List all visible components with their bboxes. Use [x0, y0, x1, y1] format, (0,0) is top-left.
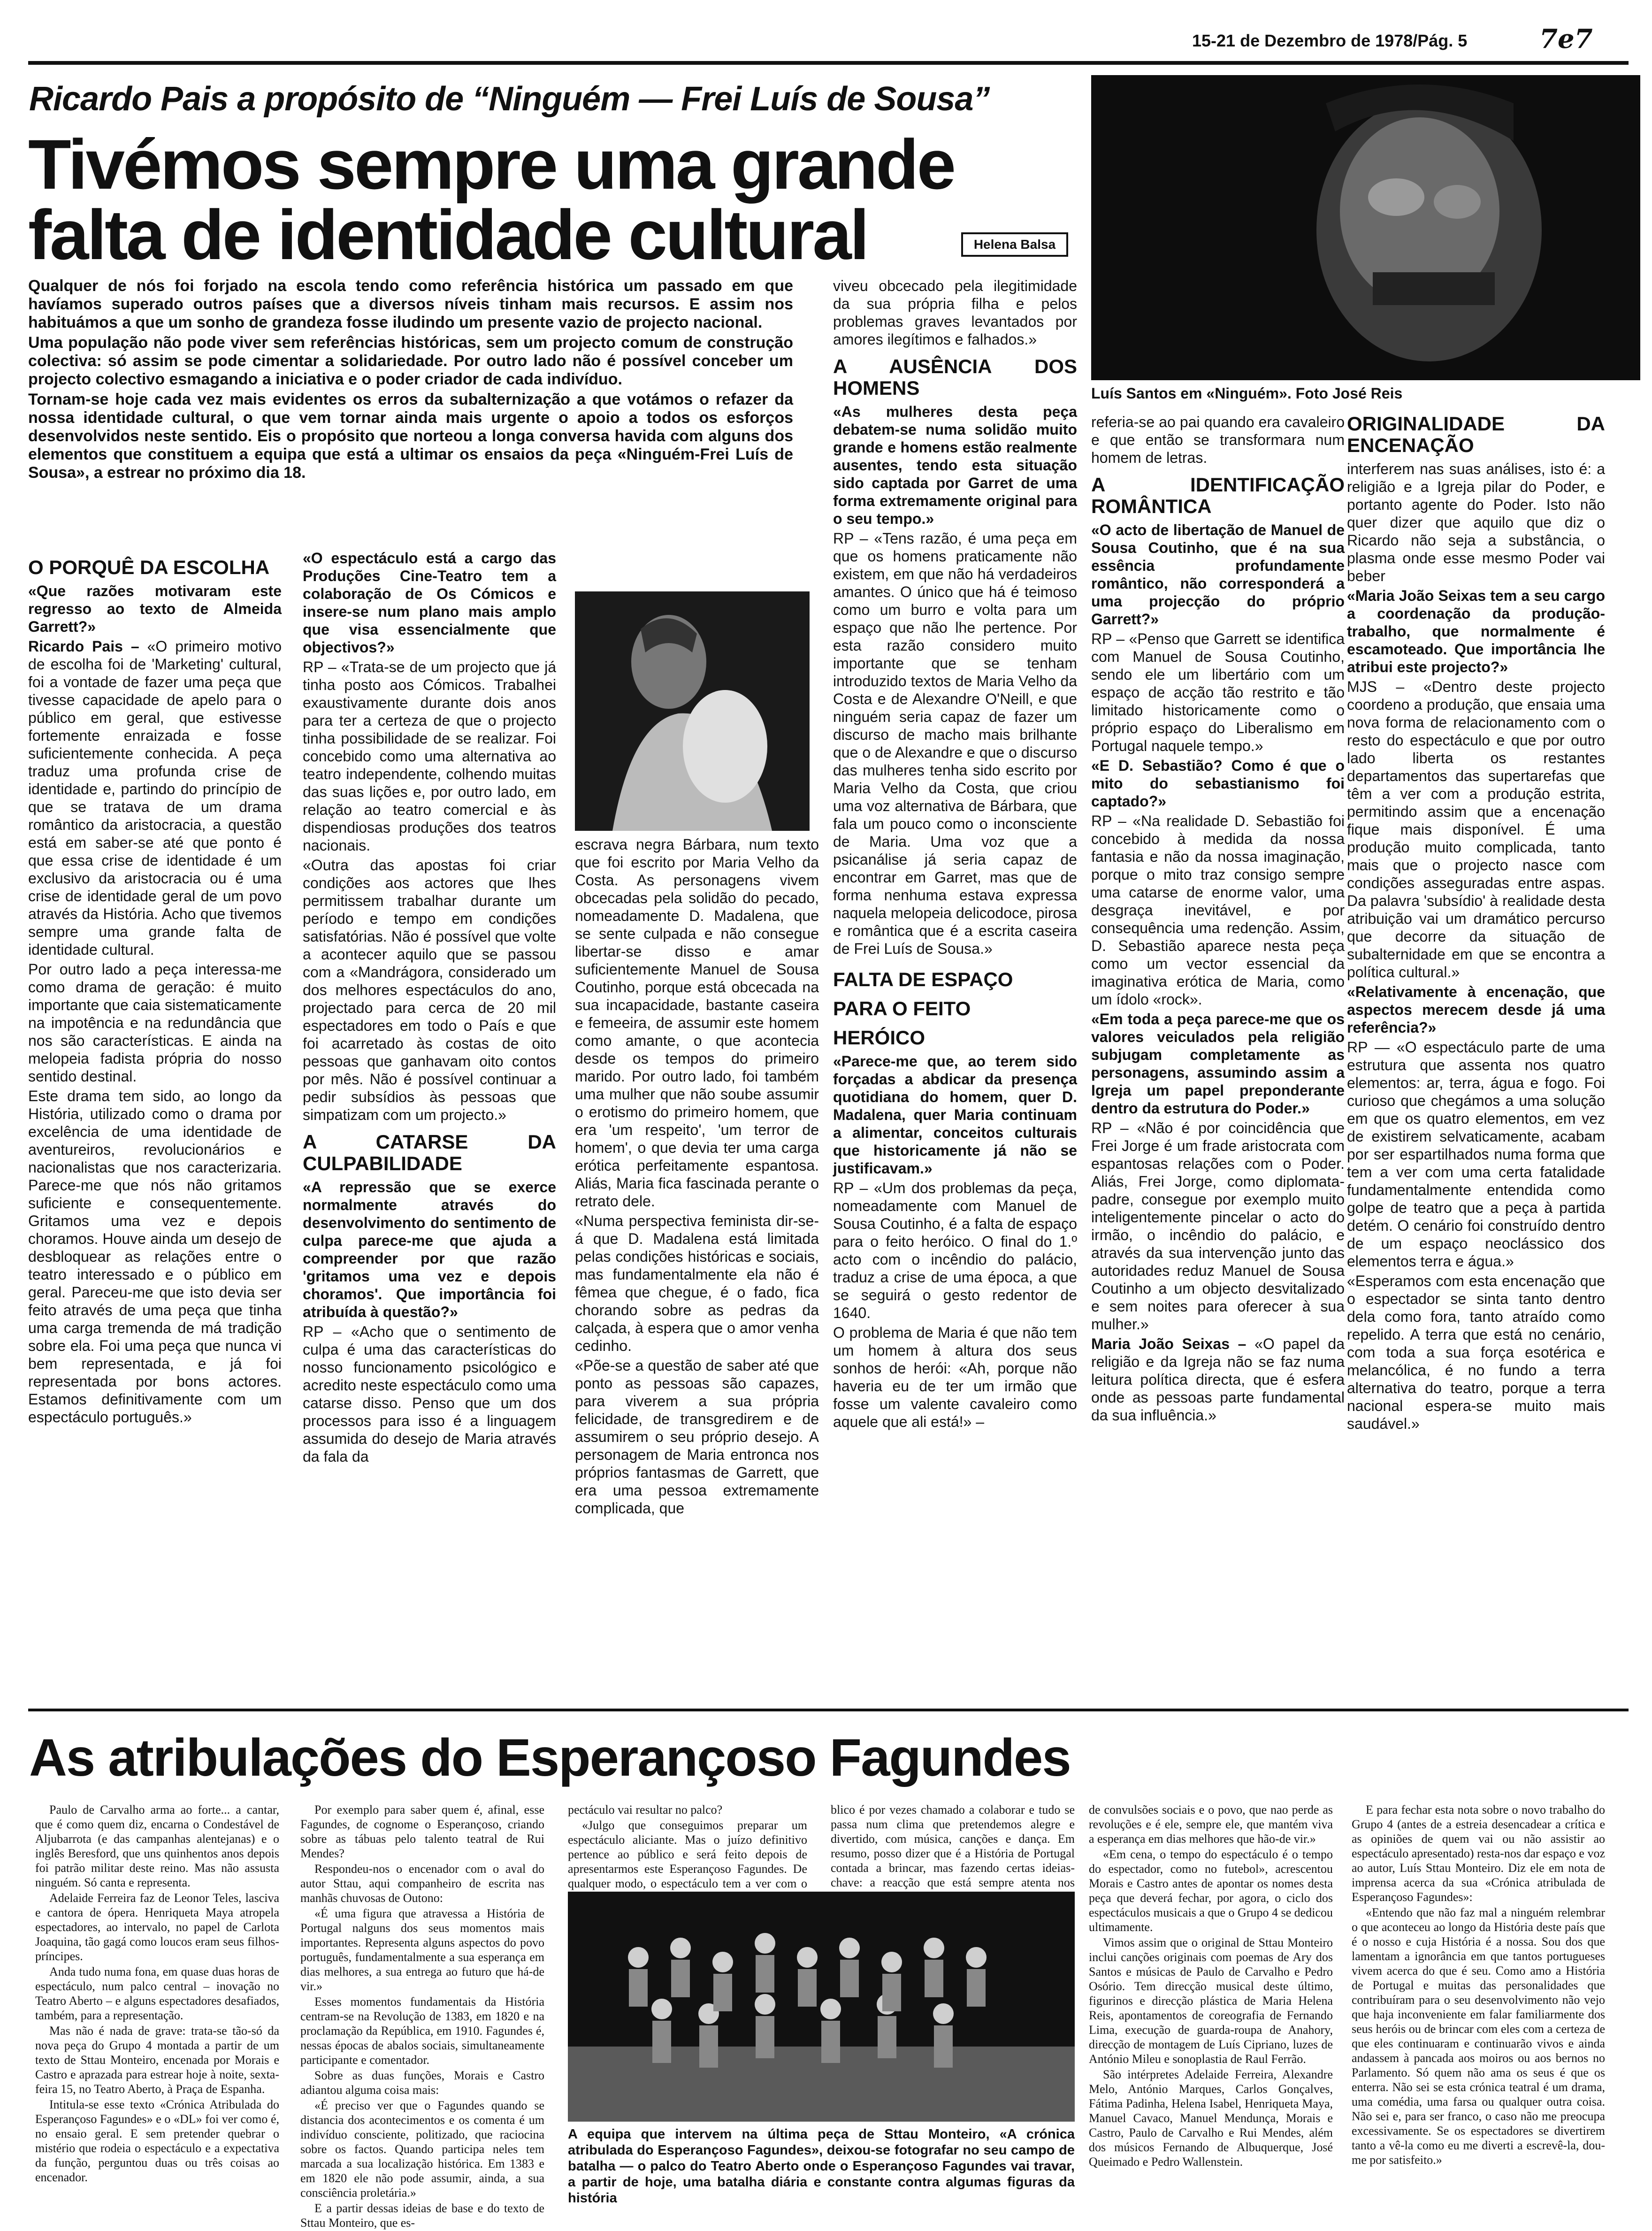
- subhead-falta-a: FALTA DE ESPAÇO: [833, 968, 1013, 990]
- subhead-originalidade: ORIGINALIDADE DA ENCENAÇÃO: [1347, 413, 1605, 456]
- article1-col1: O PORQUÊ DA ESCOLHA «Que razões motivaram este regresso ao texto de Almeida Garrett?» Ricardo Pais – «O primeiro motivo de escolha foi de 'Marketing' cultural, foi a vontade de fazer uma peça que tivesse capacidade de apelo para o público em geral, que estivesse fortemente enraizada e fosse suficientemente conhecida. A peça traduz uma profunda crise de identidade e, partindo do princípio de que se tratava de um drama romântico da aristocracia, a questão está em saber-se até que ponto é que essa crise de identidade é um exclusivo da aristocracia ou é uma crise de identidade geral de um povo através da História. Acho que tivemos sempre uma grande falta de identidade cultural. Por outro lado a peça interessa-me como drama de geração: é muito importante que caia sistematicamente na impotência e na redundância que nos são características. E ainda na melopeia fadista própria do nosso sentido destinal. Este drama tem sido, ao longo da História, utilizado como o drama por excelência de uma identidade de aventureiros, revolucionários e nacionalistas que nos caracterizaria. Parece-me que nós não gritamos suficiente e consequentemente. Gritamos uma vez e depois choramos. Houve ainda um desejo de desbloquear as relações entre o teatro interessado e o público em geral. Pareceu-me que isto devia ser feito através de uma peça que tinha uma carga tremenda de má tradição sobre ela. Foi uma peça que nunca vi bem representada, e já foi representada por bons actores. Estamos definitivamente com um espectáculo português.»: [28, 556, 282, 1426]
- article1-col6: ORIGINALIDADE DA ENCENAÇÃO interferem nas suas análises, isto é: a religião e a Igreja pilar do Poder, e portanto agente do Poder. Isto não quer dizer que aquilo que diz o Ricardo não seja a substância, o plasma onde esse mesmo Poder vai beber «Maria João Seixas tem a seu cargo a coordenação da produção-trabalho, que normalmente é escamoteado. Que importância lhe atribui este projecto?» MJS – «Dentro deste projecto coordeno a produção, que ensaia uma nova forma de relacionamento com o resto do espectáculo e que por outro lado liberta os restantes departamentos das supertarefas que têm a ver com a produção estrita, permitindo assim que a encenação fique mais disponível. É uma produção muito complicada, tanto mais que o projecto nasce com condições asseguradas entre aspas. Da palavra 'subsídio' à realidade desta atribuição vai um dramático percurso que decorre da situação de subalternidade em que se encontra a política cultural.» «Relativamente à encenação, que aspectos merecem desde já uma referência?» RP — «O espectáculo parte de uma estrutura que assenta nos quatro elementos: ar, terra, água e fogo. Foi curioso que chegámos a uma solução em que os quatro elementos, em vez de existirem selvaticamente, acabam por ser espartilhados numa forma que tem a ver com uma certa fatalidade fundamentalmente entendida como golpe de teatro que a peça à partida detém. O cenário foi construído dentro de um espaço neoclássico dos elementos terra e água.» «Esperamos com esta encenação que o espectador se sinta tanto dentro dela como fora, tanto atraído como repelido. A terra que está no cenário, com toda a sua força esotérica e melancólica, é no fundo a terra alternativa do teatro, porque a terra nacional espera-se muito mais saudável.»: [1347, 413, 1605, 1432]
- publication-logo: 7e7: [1539, 23, 1593, 54]
- article2-col6: E para fechar esta nota sobre o novo trabalho do Grupo 4 (antes de a estreia desencadear a crítica e as opiniões de quem vai ou não assistir ao espectáculo apresentado) resta-nos dar espaço e voz ao autor, Luís Sttau Monteiro. Diz ele em nota de imprensa acerca da sua «Crónica atribulada de Esperançoso Fagundes»: «Entendo que não faz mal a ninguém relembrar o que aconteceu ao longo da História deste país que é o nosso e cuja História é a nossa. Sou dos que lamentam a ignorância em que tantos portugueses vivem acerca do que é seu. Como amo a História de Portugal e muitas das personalidades que contribuíram para o seu desenvolvimento não vejo que haja inconveniente em falar familiarmente dos seus heróis ou de brincar com eles com a certeza de que eles continuaram e continuarão vivos e ainda andassem à pancada aos moiros ou aos bernos no Parlamento. Só quem não ama os seus é que os enterra. Não sei se esta crónica teatral é um drama, uma comédia, uma farsa ou qualquer outra coisa. Não sei e, para ser franco, o caso não me preocupa excessivamente. Se os espectadores se divertirem tanto a vê-la como eu me diverti a escrevê-la, dou-me por satisfeito.»: [1352, 1803, 1605, 2167]
- subhead-porque: O PORQUÊ DA ESCOLHA: [28, 556, 270, 578]
- article2-col5: de convulsões sociais e o povo, que nao perde as revoluções e é ele, sempre ele, que mantém viva a esperança em dias melhores que hão-de vir.» «Em cena, o tempo do espectáculo é o tempo do espectador, como no futebol», acrescentou Morais e Castro antes de apontar os nomes desta peça que deverá fechar, por agora, o ciclo dos espectáculos musicais a que o Grupo 4 se dedicou ultimamente. Vimos assim que o original de Sttau Monteiro inclui canções originais com poemas de Ary dos Santos e músicas de Paulo de Carvalho e Pedro Osório. Tem direcção musical deste último, figurinos e direcção plástica de Maria Helena Reis, apontamentos de coreografia de Fernando Lima, execução de guarda-roupa de Anahory, direcção de montagem de Luís Cipriano, luzes de António Mileu e sonoplastia de Raul Ferrão. São intérpretes Adelaide Ferreira, Alexandre Melo, António Marques, Carlos Gonçalves, Fátima Padinha, Helena Isabel, Henriqueta Maya, Manuel Cavaco, Manuel Mendunça, Morais e Castro, Paulo de Carvalho e Rui Mendes, além dos músicos Fernando de Albuquerque, José Queimado e Pedro Wallenstein.: [1089, 1803, 1333, 2169]
- article1-col2: «O espectáculo está a cargo das Produções Cine-Teatro tem a colaboração de Os Cómicos e insere-se num plano mais amplo que visa essencialmente que objectivos?» RP – «Trata-se de um projecto que já tinha posto aos Cómicos. Trabalhei exaustivamente durante dois anos para ter a certeza de que o projecto tinha possibilidade de se realizar. Foi concebido como uma alternativa ao teatro independente, colhendo muitas das suas lições e, por outro lado, em relação ao teatro comercial e às dispendiosas produções dos teatros nacionais. «Outra das apostas foi criar condições aos actores que lhes permitissem trabalhar durante um período e tempo em condições satisfatórias. Não é possível que volte a acontecer aquilo que se passou com a «Mandrágora, considerado um dos melhores espectáculos do ano, projectado para cerca de 20 mil espectadores em todo o País e que foi acarretado às costas de oito pessoas que ganhavam oito contos por mês. Não é possível continuar a pedir subsídios às pessoas que simpatizam com um projecto.» A CATARSE DA CULPABILIDADE «A repressão que se exerce normalmente através do desenvolvimento do sentimento de culpa parece-me que ajuda a compreender por que razão 'gritamos uma vez e depois choramos'. Que importância foi atribuída à questão?» RP – «Acho que o sentimento de culpa é uma das características do nosso funcionamento psicológico e acredito neste espectáculo como uma catarse disso. Penso que um dos processos para isso é a linguagem assumida do desejo de Maria através da fala da: [303, 550, 556, 1465]
- article1-col5: referia-se ao pai quando era cavaleiro e que então se transformara num homem de letras. A IDENTIFICAÇÃO ROMÂNTICA «O acto de libertação de Manuel de Sousa Coutinho, que é na sua essência profundamente romântico, não corresponderá a uma projecção do próprio Garrett?» RP – «Penso que Garrett se identifica com Manuel de Sousa Coutinho, sendo ele um libertário com um espaço de acção tão restrito e tão limitado historicamente como o próprio espaço do Liberalismo em Portugal naquele tempo.» «E D. Sebastião? Como é que o mito do sebastianismo foi captado?» RP – «Na realidade D. Sebastião foi concebido à medida da nossa fantasia e não da nossa imaginação, porque o mito traz consigo sempre uma catarse de enorme valor, uma desgraça inevitável, e por consequência uma redenção. Assim, D. Sebastião aparece nesta peça como um vector essencial da imaginativa erótica de Maria, como um ídolo «rock». «Em toda a peça parece-me que os valores veiculados pela religião subjugam completamente as personagens, assumindo assim a Igreja um papel preponderante dentro da estrutura do Poder.» RP – «Não é por coincidência que Frei Jorge é um frade aristocrata com espantosas relações com o Poder. Aliás, Frei Jorge, como diplomata-padre, consegue por exemplo muito inteligentemente pincelar o acto do irmão, o incêndio do palácio, e através da sua intervenção junto das autoridades reduz Manuel de Sousa Coutinho a um objecto desvitalizado e sem noites para oferecer à sua mulher.» Maria João Seixas – «O papel da religião e da Igreja não se faz numa leitura política directa, que é esfera onde as pessoas parte fundamental da sua influência.»: [1091, 414, 1345, 1424]
- actor-photo: [575, 591, 810, 831]
- article2-col4: blico é por vezes chamado a colaborar e tudo se passa num clima que pretendemos alegre e divertido, com música, canções e dança. Em resumo, posso dizer que é a História de Portugal contada a brincar, mas fazendo certas ideias-chave: a reacção que está sempre atenta nos: [831, 1803, 1075, 1889]
- page-header: [0, 23, 1652, 56]
- group-photo-caption: A equipa que intervem na última peça de Sttau Monteiro, «A crónica atribulada do Esperançoso Fagundes», deixou-se fotografar no seu campo de batalha — o palco do Teatro Aberto onde o Esperançoso Fagundes vai travar, a partir de hoje, uma batalha diária e constante contra algumas figuras da história: [568, 2127, 1075, 2206]
- article2-col2: Por exemplo para saber quem é, afinal, esse Fagundes, de cognome o Esperançoso, criando sobre as tábuas pelo talento teatral de Rui Mendes? Respondeu-nos o encenador com o aval do autor Sttau, aqui companheiro de escrita nas manhãs chuvosas de Outono: «É uma figura que atravessa a História de Portugal nalguns dos seus momentos mais importantes. Representa alguns aspectos do povo português, fundamentalmente a sua esperança em dias melhores, a sua entrega ao futuro que há-de vir.» Esses momentos fundamentais da História centram-se na Revolução de 1383, em 1820 e na proclamação da República, em 1910. Fagundes é, nessas épocas de abalos sociais, simultaneamente participante e comentador. Sobre as duas funções, Morais e Castro adiantou alguma coisa mais: «É preciso ver que o Fagundes quando se distancia dos acontecimentos e os comenta é um indivíduo consciente, politizado, que raciocina sobre os factos. Quando participa neles tem marcada a sua localização histórica. Em 1383 e em 1820 ele não pode assumir, ainda, a sua consciência proletária.» E a partir dessas ideias de base e do texto de Sttau Monteiro, que es-: [300, 1803, 544, 2230]
- top-rule: [28, 61, 1629, 65]
- article2-col1: Paulo de Carvalho arma ao forte... a cantar, que é como quem diz, encarna o Condestável de Aljubarrota (e das campanhas alentejanas) e o inglês Beresford, que uns quinhentos anos depois foi patrão militar deste reino. Mas não assusta ninguém. Só canta e representa. Adelaide Ferreira faz de Leonor Teles, lasciva e cantora de ópera. Henriqueta Maya atropela espectadores, ao intervalo, no papel de Carlota Joaquina, tão gagá como loucos eram seus filhos-príncipes. Anda tudo numa fona, em quase duas horas de espectáculo, num palco central – inovação no Teatro Aberto – e alguns espectadores desafiados, também, para a representação. Mas não é nada de grave: trata-se tão-só da nova peça do Grupo 4 montada a partir de um texto de Sttau Monteiro, encenada por Morais e Castro e aprazada para estrear hoje à noite, sexta-feira 15, no Teatro Aberto, à Praça de Espanha. Intitula-se esse texto «Crónica Atribulada do Esperançoso Fagundes» e o «DL» foi ver como é, no ensaio geral. E sem pretender quebrar o mistério que rodeia o espectáculo e a expectativa da função, perguntou duas ou três coisas ao encenador.: [35, 1803, 279, 2184]
- subhead-catarse: A CATARSE DA CULPABILIDADE: [303, 1131, 556, 1174]
- article2-col3: pectáculo vai resultar no palco? «Julgo que conseguimos preparar um espectáculo aliciante. Mas o juízo definitivo pertence ao público e será feito depois de apresentarmos este Esperançoso Fagundes. De qualquer modo, o espectáculo tem a ver com o: [568, 1803, 807, 1890]
- article1-headline-line1: Tivémos sempre uma grande: [28, 125, 955, 204]
- article2-headline: As atribulações do Esperançoso Fagundes: [29, 1728, 1071, 1787]
- group-photo: [568, 1892, 1075, 2122]
- portrait-photo: [1091, 75, 1640, 380]
- actor-photo-art: [575, 591, 810, 831]
- article1-headline-line2: falta de identidade cultural: [28, 195, 868, 274]
- portrait-photo-art: [1091, 75, 1640, 380]
- article1-col3: escrava negra Bárbara, num texto que foi escrito por Maria Velho da Costa. As personagens vivem obcecadas pela solidão do pecado, nomeadamente D. Madalena, que se sente culpada e não consegue libertar-se disso e amar suficientemente Manuel de Sousa Coutinho, porque está obcecada na sua incapacidade, bastante caseira e femeeira, de assumir este homem como amante, o que acontecia desde os tempos do primeiro marido. Por outro lado, foi também uma mulher que não soube assumir o erotismo do primeiro homem, que era 'um respeito', 'um terror de homem', o que devia ter uma carga erótica perfeitamente espantosa. Aliás, Maria fica fascinada perante o retrato dele. «Numa perspectiva feminista dir-se-á que D. Madalena está limitada pelas condições históricas e sociais, mas fundamentalmente ela não é fêmea que chegue, é o fado, fica chorando sobre as pedras da calçada, à espera que o amor venha cedinho. «Põe-se a questão de saber até que ponto as pessoas são capazes, para viverem a sua própria felicidade, de transgredirem e de assumirem o seu próprio desejo. A personagem de Maria entronca nos próprios fantasmas de Garrett, que era uma pessoa extremamente complicada, que: [575, 836, 819, 1517]
- subhead-identificacao: A IDENTIFICAÇÃO ROMÂNTICA: [1091, 474, 1345, 517]
- subhead-ausencia: A AUSÊNCIA DOS HOMENS: [833, 355, 1077, 399]
- article1-lead: Qualquer de nós foi forjado na escola tendo como referência histórica um passado em que havíamos superado outros países que a diversos níveis tinham mais recursos. E assim nos habituámos a que um sonho de grandeza fosse iludindo um presente vazio de projecto nacional. Uma população não pode viver sem referências históricas, sem um projecto comum de construção colectiva: só assim se pode cimentar a solidariedade. Por outro lado não é possível conceber um projecto colectivo esmagando a iniciativa e o poder criador de cada indivíduo. Tornam-se hoje cada vez mais evidentes os erros da subalternização a que votámos o refazer da nossa identidade cultural, o que vem tornar ainda mais urgente o apoio a todos os esforços desenvolvidos neste sentido. Eis o propósito que norteou a longa conversa havida com alguns dos elementos que constituem a equipa que está a ultimar os ensaios da peça «Ninguém-Frei Luís de Sousa», a estrear no próximo dia 18.: [28, 277, 793, 482]
- subhead-falta-b: PARA O FEITO: [833, 997, 971, 1020]
- portrait-photo-caption: Luís Santos em «Ninguém». Foto José Reis: [1091, 385, 1403, 402]
- byline: Helena Balsa: [961, 232, 1068, 257]
- date-page: 15-21 de Dezembro de 1978/Pág. 5: [1192, 31, 1468, 50]
- article1-col4: viveu obcecado pela ilegitimidade da sua própria filha e pelos problemas graves levantados por amores ilegítimos e falhados.» A AUSÊNCIA DOS HOMENS «As mulheres desta peça debatem-se numa solidão muito grande e homens estão realmente ausentes, tendo esta situação sido captada por Garret de uma forma extremamente original para o seu tempo.» RP – «Tens razão, é uma peça em que os homens praticamente não existem, em que não há verdadeiros amantes. O único que há é teimoso como um burro e volta para um espaço que não lhe pertence. Por esta razão considero muito importante que se tenham introduzido textos de Maria Velho da Costa e de Alexandre O'Neill, e que ninguém seria capaz de fazer um discurso de macho mais brilhante que o de Alexandre e que o discurso das mulheres tenha sido escrito por Maria Velho da Costa, que criou uma voz alternativa de Bárbara, que fala um pouco como o inconsciente de Maria. Uma voz que a psicanálise já seria capaz de encontrar em Garret, mas que de forma nenhuma estava expressa naquela melopeia delicodoce, pirosa e romântica que é a escrita caseira de Frei Luís de Sousa.» FALTA DE ESPAÇO PARA O FEITO HERÓICO «Parece-me que, ao terem sido forçadas a abdicar da presença quotidiana do homem, quer D. Madalena, quer Maria continuam a alimentar, conceitos culturais que historicamente já não se justificavam.» RP – «Um dos problemas da peça, nomeadamente com Manuel de Sousa Coutinho, é a falta de espaço para o feito heróico. O final do 1.º acto com o incêndio do palácio, traduz a crise de uma época, a que se seguirá o gesto redentor de 1640. O problema de Maria é que não tem um homem à altura dos seus sonhos de herói: «Ah, porque não haveria eu de ter um irmão que fosse um valente cavaleiro como aquele que ali está!» –: [833, 277, 1077, 1430]
- section-rule: [28, 1709, 1629, 1711]
- subhead-falta-c: HERÓICO: [833, 1027, 925, 1049]
- article1-kicker: Ricardo Pais a propósito de “Ninguém — Frei Luís de Sousa”: [29, 80, 990, 118]
- group-photo-art: [568, 1892, 1075, 2122]
